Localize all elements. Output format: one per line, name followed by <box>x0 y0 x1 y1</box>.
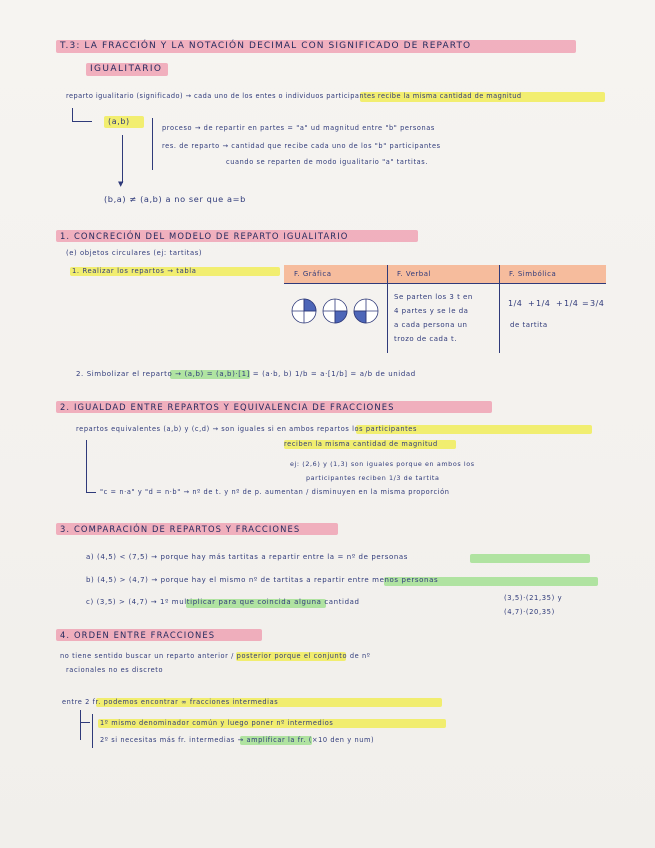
table-header-symbolic: F. Simbólica <box>509 270 557 278</box>
bracket-line <box>80 710 81 740</box>
section3-calc1: (3,5)·(21,35) y <box>504 594 563 602</box>
section2-rule: "c = n·a" y "d = n·b" → nº de t. y nº de p. aumentan / disminuyen en la misma proporción <box>100 488 450 496</box>
reparto-table <box>284 265 606 353</box>
bracket-line <box>86 440 87 492</box>
section1-heading: 1. CONCRECIÓN DEL MODELO DE REPARTO IGUALITARIO <box>60 231 349 241</box>
section4-item1: 1º mismo denominador común y luego poner nº intermedios <box>100 719 334 727</box>
intro-inequality: (b,a) ≠ (a,b) a no ser que a=b <box>104 194 246 204</box>
symbolic-fraction: 1/4 <box>508 299 523 308</box>
verbal-line: Se parten los 3 t en <box>394 293 473 301</box>
page-title-line2: IGUALITARIO <box>90 64 163 74</box>
page-title-line1: T.3: LA FRACCIÓN Y LA NOTACIÓN DECIMAL CON SIGNIFICADO DE REPARTO <box>60 41 472 51</box>
bracket-line <box>80 722 90 723</box>
item-brace <box>92 714 93 748</box>
section3-item-c: c) (3,5) > (4,7) → 1º multiplicar para que coincida alguna cantidad <box>86 598 360 606</box>
verbal-line: 4 partes y se le da <box>394 307 469 315</box>
section2-line2: reciben la misma cantidad de magnitud <box>284 440 438 448</box>
table-header-graphic: F. Gráfica <box>294 270 332 278</box>
plus-sign: + <box>556 299 564 308</box>
section3-item-b: b) (4,5) > (4,7) → porque hay el mismo nº de tartitas a repartir entre menos personas <box>86 576 439 584</box>
bracket-line <box>86 492 96 493</box>
section2-heading: 2. IGUALDAD ENTRE REPARTOS Y EQUIVALENCIA DE FRACCIONES <box>60 402 395 412</box>
bracket-line <box>72 108 73 122</box>
symbolic-fraction: 1/4 <box>536 299 551 308</box>
section1-sub: (e) objetos circulares (ej: tartitas) <box>66 249 203 257</box>
verbal-line: a cada persona un <box>394 321 468 329</box>
section3-calc2: (4,7)·(20,35) <box>504 608 555 616</box>
section4-line3: entre 2 fr. podemos encontrar ∞ fracciones intermedias <box>62 698 279 706</box>
section4-item2: 2º si necesitas más fr. intermedias → amplificar la fr. (×10 den y num) <box>100 736 375 744</box>
pie-3 <box>354 299 378 323</box>
verbal-line: trozo de cada t. <box>394 335 457 343</box>
s3a-highlight <box>470 554 590 563</box>
intro-definition: reparto igualitario (significado) → cada uno de los entes o individuos participantes recibe la misma cantidad de magnitud <box>66 92 522 100</box>
bracket-line <box>72 121 92 122</box>
meaning-brace <box>152 118 153 170</box>
section4-line2: racionales no es discreto <box>66 666 164 674</box>
pie-2 <box>323 299 347 323</box>
section1-step1: 1. Realizar los repartos → tabla <box>72 267 197 275</box>
meaning-result-cont: cuando se reparten de modo igualitario "a" tartitas. <box>226 158 429 166</box>
table-header-verbal: F. Verbal <box>397 270 431 278</box>
table-divider <box>499 265 500 353</box>
pie-1 <box>292 299 316 323</box>
symbolic-fraction: 3/4 <box>590 299 605 308</box>
pair-symbol: (a,b) <box>108 117 130 126</box>
meaning-process: proceso → de repartir en partes = "a" ud magnitud entre "b" personas <box>162 124 435 132</box>
symbolic-note: de tartita <box>510 321 548 329</box>
section2-example2: participantes reciben 1/3 de tartita <box>306 474 440 482</box>
table-header-bg <box>284 265 606 283</box>
table-header-line <box>284 283 606 284</box>
section3-item-a: a) (4,5) < (7,5) → porque hay más tartitas a repartir entre la = nº de personas <box>86 553 409 561</box>
section1-step2: 2. Simbolizar el reparto → (a,b) = (a,b)·[1] = (a·b, b) 1/b = a·[1/b] = a/b de unidad <box>76 370 416 378</box>
arrow-down-icon: ▼ <box>118 180 124 188</box>
section2-line1: repartos equivalentes (a,b) y (c,d) → son iguales si en ambos repartos los participantes <box>76 425 417 433</box>
section3-heading: 3. COMPARACIÓN DE REPARTOS Y FRACCIONES <box>60 524 301 534</box>
section4-line1: no tiene sentido buscar un reparto anterior / posterior porque el conjunto de nº <box>60 652 371 660</box>
equals-sign: = <box>582 299 590 308</box>
symbolic-fraction: 1/4 <box>564 299 579 308</box>
section4-heading: 4. ORDEN ENTRE FRACCIONES <box>60 630 216 640</box>
plus-sign: + <box>528 299 536 308</box>
pie-charts-graphic <box>290 297 382 325</box>
table-divider <box>387 265 388 353</box>
arrow-down-line <box>122 135 123 183</box>
meaning-result: res. de reparto → cantidad que recibe cada uno de los "b" participantes <box>162 142 441 150</box>
section2-example1: ej: (2,6) y (1,3) son iguales porque en ambos los <box>290 460 475 468</box>
